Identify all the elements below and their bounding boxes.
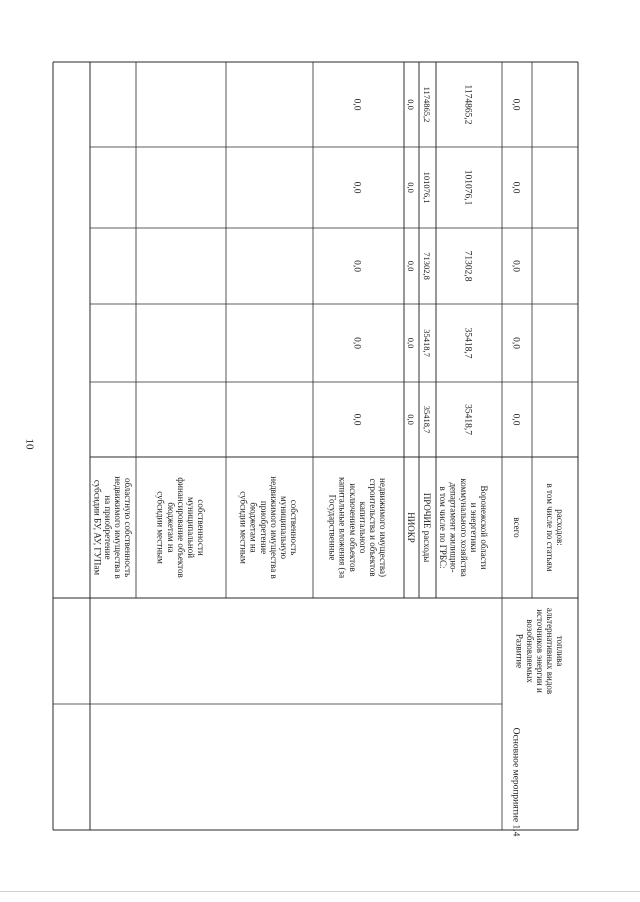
row-label: ПРОЧИЕ расходы [421,492,432,563]
cell-value: 0,0 [351,337,362,349]
row-label: субсидии БУ, АУ, ГУПамна приобретениенедвижимого имущества вобластную собственность [92,476,133,579]
cell-value: 1174865,2 [462,84,473,125]
row-label: НИОКР [405,512,416,543]
cell-value: 0,0 [510,260,521,272]
cell-value: 0,0 [351,260,362,272]
cell-value: 101076,1 [422,171,432,204]
cell-value: 0,0 [406,414,416,425]
table-body [53,62,578,837]
event-code: Основное мероприятие 1.4 [510,727,521,837]
cell-value: 0,0 [406,99,416,110]
cell-value: 0,0 [351,413,362,426]
cell-value: 35418,7 [422,405,432,434]
row-label: в том числе по ГРБС: [437,486,448,569]
cell-value: 0,0 [510,337,521,349]
cell-value: 1174865,2 [422,86,432,123]
row-label: субсидии местнымбюджетам нафинансирование объектовмуниципальнойсобственности [155,477,206,578]
cell-value: 0,0 [406,337,416,349]
row-label: в том числе по статьямрасходов: [544,483,565,572]
cell-value: 101076,1 [462,169,473,206]
cell-value: 0,0 [510,413,521,426]
cell-value: 0,0 [510,98,521,111]
cell-value: 35418,7 [462,327,473,359]
cell-value: 0,0 [406,182,416,193]
event-name: Развитиевозобновляемыхисточников энергии иальтернативных видовтоплива [514,607,565,695]
page-number: 10 [23,438,36,450]
row-label: субсидии местнымбюджетам наприобретениенедвижимого имущества вмуниципальнуюсобственность [238,476,300,579]
cell-value: 35418,7 [462,404,473,435]
cell-value: 0,0 [351,98,362,111]
row-label: всего [511,517,522,538]
scan-edge-line [0,891,640,892]
cell-value: 71302,8 [422,252,432,280]
row-label: Государственныекапитальные вложения (заисключением объектовкапитальногостроительства и объектовнедвижимого имущества) [327,476,389,579]
cell-value: 35418,7 [422,329,432,357]
cell-value: 0,0 [406,260,416,272]
cell-value: 71302,8 [462,250,473,282]
cell-value: 0,0 [351,181,362,194]
row-label: департамент жилищно-коммунального хозяйстваи энергетикиВоронежской области [448,478,489,577]
cell-value: 0,0 [510,181,521,194]
